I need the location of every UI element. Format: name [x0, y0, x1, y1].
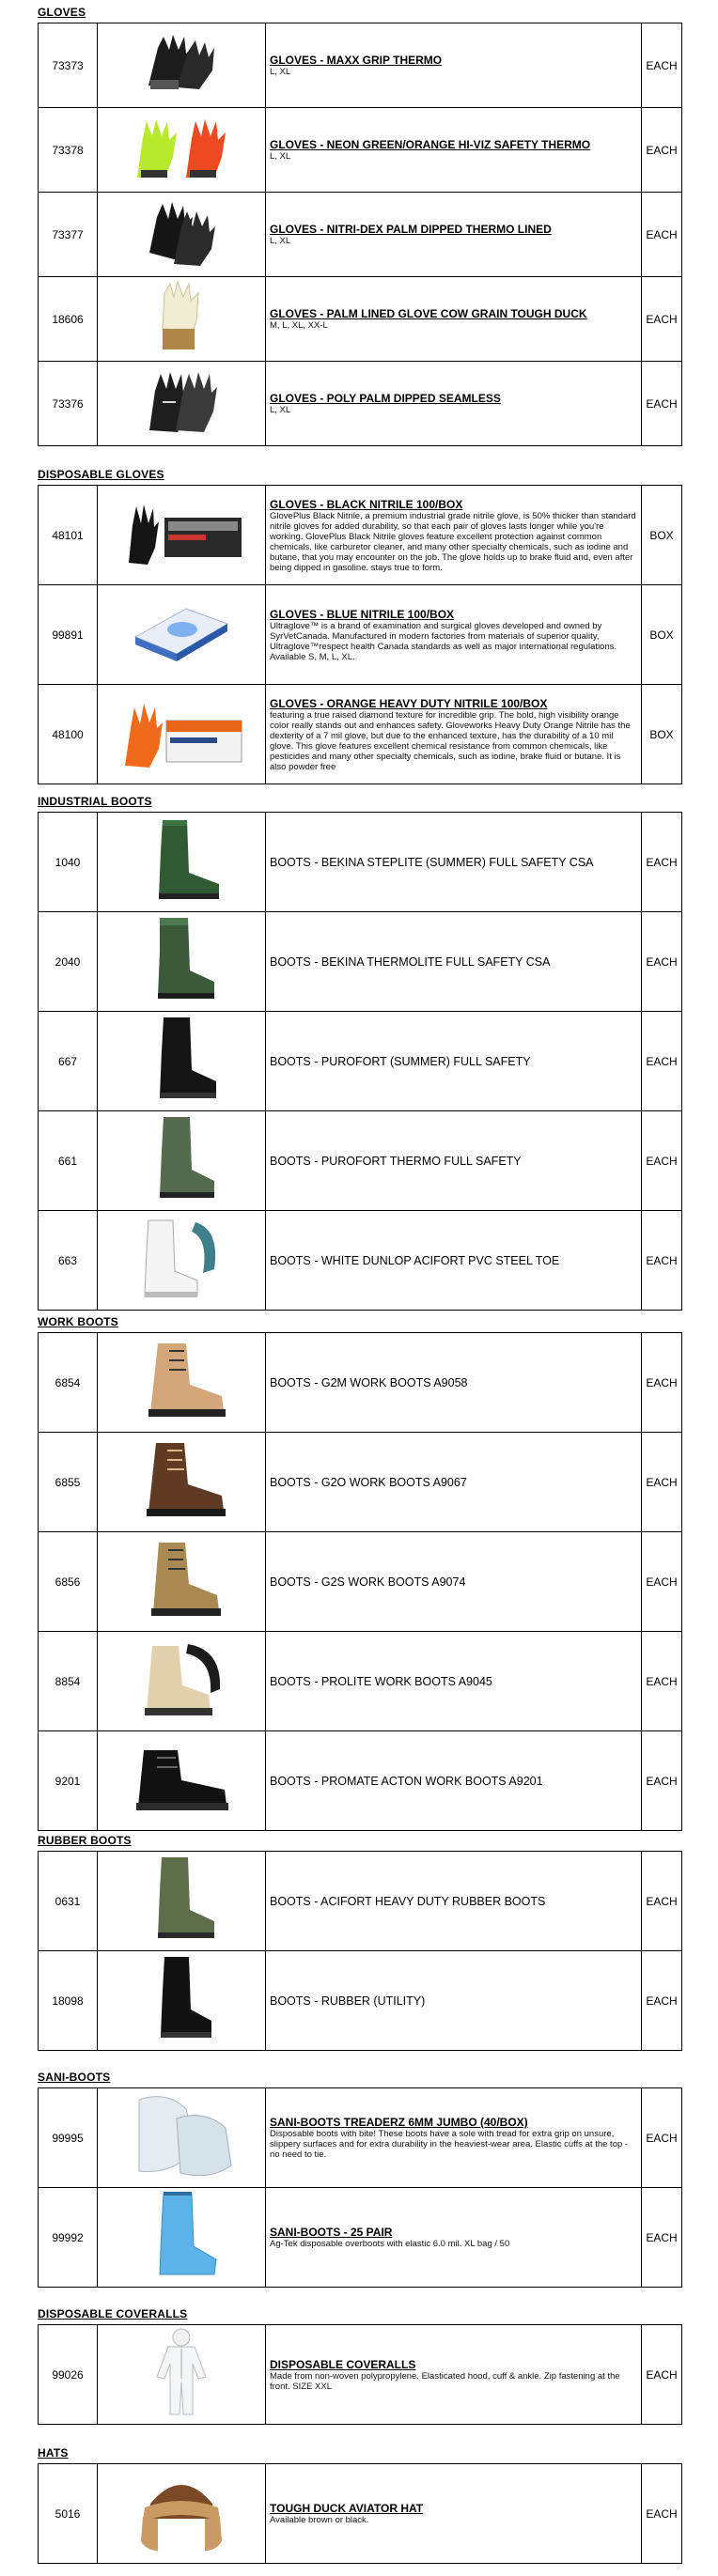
item-description: [266, 2188, 642, 2288]
product-image: [98, 912, 266, 1012]
item-description: [266, 277, 642, 362]
product-image: [98, 1012, 266, 1111]
item-unit: EACH: [642, 2088, 682, 2188]
item-description: [266, 1111, 642, 1211]
item-title: SANI-BOOTS - 25 PAIR: [270, 2226, 393, 2239]
item-unit: EACH: [642, 1211, 682, 1311]
product-image: [98, 1852, 266, 1951]
item-description: [266, 362, 642, 446]
item-code: 73377: [39, 193, 98, 277]
table-row: [39, 585, 682, 685]
blue-boot-cover-icon: [139, 2190, 224, 2285]
section-title-disposable-coveralls: DISPOSABLE COVERALLS: [38, 2307, 188, 2320]
leather-glove-icon: [153, 280, 210, 358]
product-image: [98, 2188, 266, 2288]
item-unit: BOX: [642, 486, 682, 585]
item-title: BOOTS - PUROFORT (SUMMER) FULL SAFETY: [270, 1054, 531, 1068]
poly-palm-gloves-icon: [144, 365, 219, 442]
item-title: BOOTS - PROLITE WORK BOOTS A9045: [270, 1674, 492, 1688]
section-title-disposable-gloves: DISPOSABLE GLOVES: [38, 468, 164, 481]
item-unit: EACH: [642, 1951, 682, 2051]
item-code: 99026: [39, 2325, 98, 2425]
sani-boots-table: [38, 2087, 682, 2288]
item-unit: EACH: [642, 1111, 682, 1211]
green-rubber-boot-icon: [139, 1854, 224, 1948]
work-boots-table: [38, 1332, 682, 1831]
neon-gloves-icon: [130, 112, 233, 188]
item-unit: EACH: [642, 23, 682, 108]
item-unit: EACH: [642, 2325, 682, 2425]
item-details: GlovePlus Black Nitrile, a premium industrial grade nitrile glove, is 50% thicker than standard nitrile gloves for added durability, so that each pair of gloves lasts longer while you're working. GlovePlus Black Nitrile gloves feature excellent protection against common chemicals, like carburetor cleaner, and many other specialty chemicals, such as iodine and butane, that you may encounter on the job. The glove holds up to brake fluid and, even after being dipped in gasoline. stays true to form.: [270, 510, 636, 573]
item-title: GLOVES - NEON GREEN/ORANGE HI-VIZ SAFETY THERMO: [270, 138, 591, 151]
item-title: GLOVES - BLUE NITRILE 100/BOX: [270, 607, 455, 621]
table-row: [39, 813, 682, 912]
item-code: 18606: [39, 277, 98, 362]
item-code: 99992: [39, 2188, 98, 2288]
item-code: 73373: [39, 23, 98, 108]
table-row: [39, 1632, 682, 1731]
item-unit: EACH: [642, 108, 682, 193]
section-title-rubber-boots: RUBBER BOOTS: [38, 1834, 132, 1847]
section-title-hats: HATS: [38, 2446, 69, 2460]
item-title: BOOTS - BEKINA THERMOLITE FULL SAFETY CSA: [270, 954, 551, 969]
item-details: Ag-Tek disposable overboots with elastic 6.0 mil. XL bag / 50: [270, 2239, 510, 2249]
item-code: 18098: [39, 1951, 98, 2051]
item-title: DISPOSABLE COVERALLS: [270, 2357, 416, 2371]
item-title: GLOVES - ORANGE HEAVY DUTY NITRILE 100/BOX: [270, 696, 548, 710]
item-description: [266, 912, 642, 1012]
table-row: [39, 912, 682, 1012]
item-unit: EACH: [642, 1532, 682, 1632]
hats-table: [38, 2463, 682, 2564]
item-title: BOOTS - G2S WORK BOOTS A9074: [270, 1575, 466, 1589]
white-coverall-icon: [153, 2326, 210, 2423]
product-image: [98, 585, 266, 685]
item-unit: EACH: [642, 1012, 682, 1111]
product-image: [98, 1211, 266, 1311]
table-row: [39, 2088, 682, 2188]
table-row: [39, 1951, 682, 2051]
item-unit: BOX: [642, 585, 682, 685]
item-unit: EACH: [642, 2188, 682, 2288]
item-description: [266, 1632, 642, 1731]
table-row: [39, 1211, 682, 1311]
section-title-industrial-boots: INDUSTRIAL BOOTS: [38, 795, 152, 808]
product-image: [98, 23, 266, 108]
table-row: [39, 2325, 682, 2425]
item-description: [266, 1731, 642, 1831]
item-description: [266, 23, 642, 108]
item-unit: EACH: [642, 1333, 682, 1433]
item-title: GLOVES - PALM LINED GLOVE COW GRAIN TOUGH DUCK: [270, 307, 587, 320]
item-description: [266, 1852, 642, 1951]
section-title-gloves: GLOVES: [38, 6, 86, 19]
item-title: SANI-BOOTS TREADERZ 6MM JUMBO (40/BOX): [270, 2116, 528, 2129]
black-work-boot-icon: [125, 1741, 238, 1821]
item-unit: EACH: [642, 912, 682, 1012]
table-row: [39, 1433, 682, 1532]
item-title: GLOVES - NITRI-DEX PALM DIPPED THERMO LINED: [270, 223, 552, 236]
item-details: Made from non-woven polypropylene. Elasticated hood, cuff & ankle. Zip fastening at the front. SIZE XXL: [270, 2370, 620, 2392]
brown-work-boot-icon: [130, 1437, 233, 1527]
black-rubber-boot-icon: [139, 1014, 224, 1109]
item-description: [266, 193, 642, 277]
item-code: 73376: [39, 362, 98, 446]
item-code: 48100: [39, 685, 98, 784]
item-code: 48101: [39, 486, 98, 585]
item-title: BOOTS - G2O WORK BOOTS A9067: [270, 1475, 467, 1489]
item-code: 667: [39, 1012, 98, 1111]
item-code: 6855: [39, 1433, 98, 1532]
item-description: [266, 813, 642, 912]
item-details: Ultraglove™ is a brand of examination and surgical gloves developed and owned by SyrVetCanada. Manufactured in modern factories from materials of superior quality, Ultraglove™respect health Canada standards as well as major international regulations. Available S, M, L, XL.: [270, 620, 617, 662]
product-image: [98, 1433, 266, 1532]
item-title: BOOTS - RUBBER (UTILITY): [270, 1994, 426, 2008]
aviator-hat-icon: [130, 2466, 233, 2561]
item-details: featuring a true raised diamond texture for incredible grip. The bold, high visibility orange color really stands out and enhances safety. Gloveworks Heavy Duty Orange Nitrile has the dexterity of a 7 mil glove, but due to the enhanced texture, has the durability of a 10 mil glove. This glove features excellent chemical resistance from common chemicals, like pesticides and many other specialty chemicals, such as iodine, brake fluid or butane. It is also powder free: [270, 709, 631, 772]
item-code: 6856: [39, 1532, 98, 1632]
product-image: [98, 108, 266, 193]
tan-work-boot-icon: [130, 1338, 233, 1427]
section-title-work-boots: WORK BOOTS: [38, 1315, 118, 1328]
product-image: [98, 1632, 266, 1731]
item-title: BOOTS - PUROFORT THERMO FULL SAFETY: [270, 1154, 522, 1168]
item-description: [266, 1532, 642, 1632]
table-row: [39, 2188, 682, 2288]
product-image: [98, 2325, 266, 2425]
orange-nitrile-box-icon: [116, 694, 247, 774]
table-row: [39, 1111, 682, 1211]
item-code: 5016: [39, 2464, 98, 2564]
table-row: [39, 108, 682, 193]
item-description: [266, 2088, 642, 2188]
item-sizes: L, XL: [270, 67, 291, 77]
item-title: GLOVES - MAXX GRIP THERMO: [270, 54, 443, 67]
table-row: [39, 486, 682, 585]
black-nitrile-box-icon: [116, 497, 247, 573]
item-unit: EACH: [642, 813, 682, 912]
product-image: [98, 813, 266, 912]
black-rubber-boot-icon: [144, 1953, 219, 2048]
item-unit: EACH: [642, 277, 682, 362]
item-title: BOOTS - BEKINA STEPLITE (SUMMER) FULL SAFETY CSA: [270, 855, 594, 869]
item-title: TOUGH DUCK AVIATOR HAT: [270, 2502, 424, 2515]
black-grip-gloves-icon: [139, 29, 224, 101]
table-row: [39, 1852, 682, 1951]
green-rubber-boot-icon: [139, 914, 224, 1009]
item-unit: EACH: [642, 362, 682, 446]
item-code: 73378: [39, 108, 98, 193]
item-description: [266, 685, 642, 784]
blue-nitrile-box-icon: [130, 599, 233, 670]
green-rubber-boot-icon: [139, 1113, 224, 1208]
disposable-gloves-table: [38, 485, 682, 784]
item-unit: EACH: [642, 2464, 682, 2564]
item-sizes: L, XL: [270, 236, 291, 246]
product-image: [98, 1532, 266, 1632]
table-row: [39, 2464, 682, 2564]
item-description: [266, 1333, 642, 1433]
black-dipped-gloves-icon: [144, 196, 219, 272]
item-sizes: L, XL: [270, 405, 291, 415]
item-description: [266, 1012, 642, 1111]
item-unit: EACH: [642, 1433, 682, 1532]
item-description: [266, 108, 642, 193]
item-description: [266, 585, 642, 685]
table-row: [39, 1532, 682, 1632]
product-image: [98, 1731, 266, 1831]
item-code: 6854: [39, 1333, 98, 1433]
product-image: [98, 1111, 266, 1211]
item-description: [266, 2464, 642, 2564]
item-code: 2040: [39, 912, 98, 1012]
table-row: [39, 1333, 682, 1433]
table-row: [39, 277, 682, 362]
item-title: BOOTS - G2M WORK BOOTS A9058: [270, 1375, 468, 1389]
gloves-table: [38, 23, 682, 446]
product-image: [98, 486, 266, 585]
industrial-boots-table: [38, 812, 682, 1311]
item-description: [266, 2325, 642, 2425]
item-details: Available brown or black.: [270, 2515, 369, 2525]
product-image: [98, 2088, 266, 2188]
table-row: [39, 362, 682, 446]
item-description: [266, 1951, 642, 2051]
item-code: 663: [39, 1211, 98, 1311]
table-row: [39, 23, 682, 108]
clear-boot-covers-icon: [120, 2090, 242, 2185]
green-rubber-boot-icon: [134, 815, 228, 909]
section-title-sani-boots: SANI-BOOTS: [38, 2071, 111, 2084]
item-unit: EACH: [642, 1731, 682, 1831]
table-row: [39, 1731, 682, 1831]
product-image: [98, 685, 266, 784]
white-pvc-boot-icon: [130, 1213, 233, 1308]
product-image: [98, 193, 266, 277]
item-description: [266, 486, 642, 585]
beige-work-boot-icon: [130, 1637, 233, 1726]
product-image: [98, 2464, 266, 2564]
item-unit: EACH: [642, 1632, 682, 1731]
item-description: [266, 1211, 642, 1311]
item-code: 99995: [39, 2088, 98, 2188]
item-title: GLOVES - BLACK NITRILE 100/BOX: [270, 497, 463, 511]
item-unit: EACH: [642, 193, 682, 277]
product-image: [98, 362, 266, 446]
item-unit: EACH: [642, 1852, 682, 1951]
item-sizes: L, XL: [270, 151, 291, 162]
item-description: [266, 1433, 642, 1532]
item-code: 9201: [39, 1731, 98, 1831]
product-image: [98, 1333, 266, 1433]
item-details: Disposable boots with bite! These boots have a sole with tread for extra grip on unsure, slippery surfaces and for extra durability in the heaviest-wear area. Elastic cuffs at the top - no need to tie.: [270, 2129, 629, 2160]
disposable-coveralls-table: [38, 2324, 682, 2425]
item-code: 1040: [39, 813, 98, 912]
item-sizes: M, L, XL, XX-L: [270, 320, 328, 331]
product-image: [98, 1951, 266, 2051]
item-title: GLOVES - POLY PALM DIPPED SEAMLESS: [270, 392, 501, 405]
item-code: 99891: [39, 585, 98, 685]
item-code: 0631: [39, 1852, 98, 1951]
item-code: 661: [39, 1111, 98, 1211]
item-code: 8854: [39, 1632, 98, 1731]
item-unit: BOX: [642, 685, 682, 784]
item-title: BOOTS - ACIFORT HEAVY DUTY RUBBER BOOTS: [270, 1894, 546, 1908]
item-title: BOOTS - PROMATE ACTON WORK BOOTS A9201: [270, 1774, 543, 1788]
tan-work-boot-icon: [134, 1537, 228, 1626]
table-row: [39, 193, 682, 277]
table-row: [39, 1012, 682, 1111]
item-title: BOOTS - WHITE DUNLOP ACIFORT PVC STEEL TOE: [270, 1253, 560, 1267]
product-image: [98, 277, 266, 362]
table-row: [39, 685, 682, 784]
rubber-boots-table: [38, 1851, 682, 2051]
